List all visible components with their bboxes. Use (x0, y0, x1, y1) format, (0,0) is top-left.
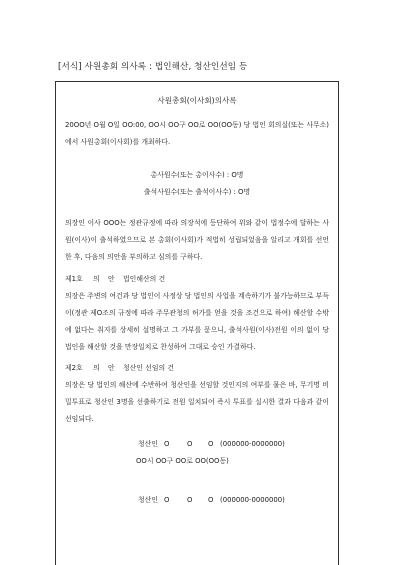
liquidator-2-reg-no: (000000-0000000) (220, 496, 285, 504)
agenda-1-kind: 의 안 (93, 275, 118, 283)
meeting-intro: 20OO년 O월 O일 OO:00, OO시 OO구 OO로 OO(OO동) 당 법인 회의실(또는 사무소)에서 사원총회(이사회)를 개최하다. (65, 121, 329, 146)
agenda-1-title: 법인해산의 건 (123, 275, 166, 283)
agenda-2-heading (65, 360, 174, 377)
attending-members: 출석사원수(또는 출석이사수) : O명 (143, 188, 251, 196)
liquidator-1-mark-2: O (187, 440, 193, 448)
liquidator-2-mark-2: O (187, 496, 193, 504)
liquidator-2-mark-1: O (164, 496, 170, 504)
minutes-document (55, 81, 339, 565)
liquidator-1-mark-1: O (164, 440, 170, 448)
liquidator-1-mark-3: O (208, 440, 214, 448)
document-title: 사원총회(이사회)의사록 (157, 96, 237, 105)
attendance-counts (56, 167, 338, 201)
liquidator-1-address: OO시 OO구 OO로 OO(OO동) (136, 457, 229, 465)
agenda-2-kind: 의 안 (93, 364, 118, 372)
liquidator-1-reg-no: (000000-0000000) (220, 440, 285, 448)
agenda-1-body: 의장은 주변의 여건과 당 법인이 사정상 당 법인의 사업을 계속하기가 불가능하므로 부득이(정관 제O조의 규정에 따라 주무관청의 허가를 얻을 것을 조건으로 하여) 해산할 수밖에 없다는 취지를 상세히 설명하고 그 가부를 묻으니, 출석사원(이사)전원 이의 없이 당 법인을 해산할 것을 만장일치로 찬성하여 그대로 승인 가결하다. (65, 292, 329, 351)
opening-statement: 의장인 이사 OOO는 정관규정에 따라 의장석에 등단하여 위와 같이 법정수에 달하는 사원(이사)이 출석하였으므로 본 총회(이사회)가 적법히 성립되었음을 알리고 개회를 선언한 후, 다음의 의안을 부의하고 심의를 구하다. (65, 219, 329, 261)
liquidator-1-label: 청산인 (138, 440, 158, 448)
liquidator-2-label: 청산인 (138, 496, 158, 504)
form-header: [서식] 사원총회 의사록 : 법인해산, 청산인선임 등 (58, 62, 248, 72)
total-members: 총사원수(또는 총이사수) : O명 (150, 171, 244, 179)
agenda-1-number: 제1호 (65, 275, 83, 283)
agenda-1-heading (65, 271, 165, 288)
agenda-2-number: 제2호 (65, 364, 83, 372)
agenda-2-body: 의장은 당 법인의 해산에 수반하여 청산인을 선임할 것인지의 여부를 물은 바, 무기명 비밀투표로 청산인 3명을 선출하기로 전원 일치되어 즉시 투표를 실시한 결과 다음과 같이 선임되다. (65, 381, 329, 423)
liquidator-2-mark-3: O (208, 496, 214, 504)
agenda-2-title: 청산인 선임의 건 (123, 364, 174, 372)
